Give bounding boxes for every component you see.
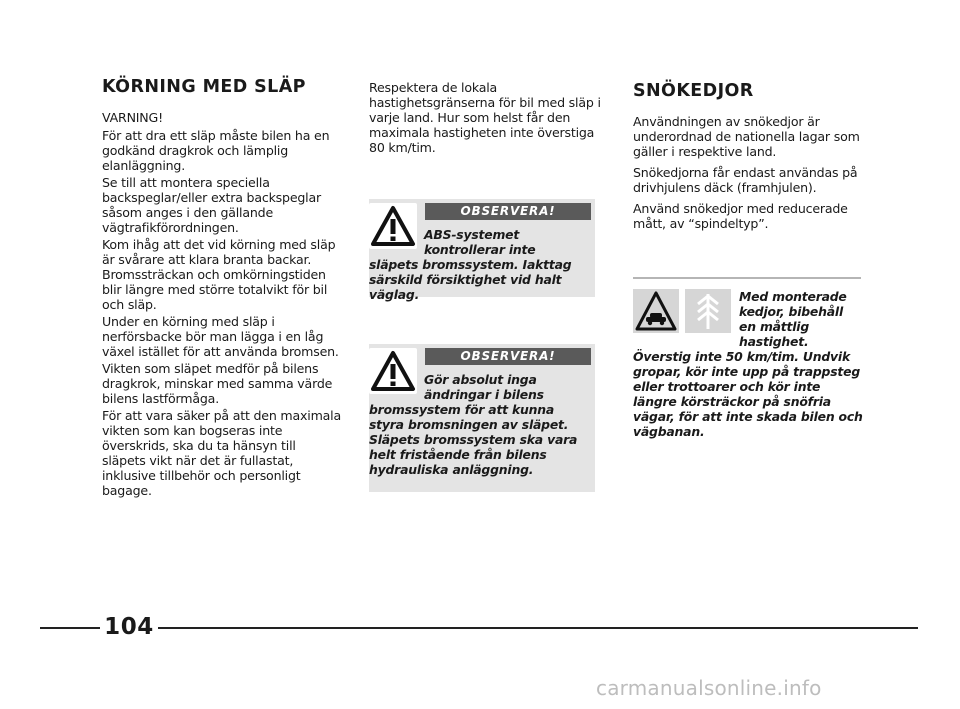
- warning-triangle-icon: [369, 348, 417, 394]
- watermark: carmanualsonline.info: [596, 676, 822, 700]
- paragraph: Vikten som släpet medför på bilens dragkrok, minskar med samma värde bilens lastförmåga.: [102, 361, 333, 406]
- section-towing: [102, 76, 342, 504]
- warning-box-brakes: [369, 344, 595, 492]
- paragraph: Kom ihåg att det vid körning med släp är svårare att klara branta backar. Bromssträckan och omkörningstiden blir längre med större totalvikt för bil och släp.: [102, 237, 336, 312]
- footer-rule: [158, 627, 918, 629]
- section-snow-chains: [633, 80, 868, 237]
- footer-rule: [40, 627, 100, 629]
- section-speed-limits: [369, 80, 601, 161]
- heading-snow-chains: SNÖKEDJOR: [633, 81, 754, 101]
- divider: [633, 277, 861, 279]
- paragraph: Använd snökedjor med reducerade mått, av “spindeltyp”.: [633, 201, 848, 231]
- snowflake-icon: [685, 289, 731, 333]
- warning-triangle-icon: [369, 203, 417, 249]
- paragraph: Under en körning med släp i nerförsbacke bör man lägga i en låg växel istället för att använda bromsen.: [102, 314, 339, 359]
- note-snow-chains: [633, 289, 863, 439]
- heading-towing: KÖRNING MED SLÄP: [102, 77, 306, 97]
- car-warning-icon: [633, 289, 679, 333]
- warning-header: OBSERVERA!: [425, 203, 591, 220]
- paragraph: Snökedjorna får endast användas på drivhjulens däck (framhjulen).: [633, 165, 858, 195]
- warning-text: Gör absolut inga ändringar i bilens bromssystem för att kunna styra bromsningen av släpet. Släpets bromssystem ska vara helt fristående från bilens hydrauliska anläggning.: [369, 372, 578, 477]
- note-text: Med monterade kedjor, bibehåll en måttlig hastighet. Överstig inte 50 km/tim. Undvik gropar, kör inte upp på trappsteg eller trottoarer och kör inte längre körsträckor på snöfria vägar, för att inte skada bilen och vägbanan.: [633, 289, 863, 439]
- paragraph: Användningen av snökedjor är underordnad de nationella lagar som gäller i respektive land.: [633, 114, 860, 159]
- warning-text: ABS-systemet kontrollerar inte släpets bromssystem. Iakttag särskild försiktighet vid halt väglag.: [369, 227, 572, 302]
- paragraph: För att vara säker på att den maximala vikten som kan bogseras inte överskrids, ska du ta hänsyn till släpets vikt när det är fullastat, inklusive tillbehör och personligt bagage.: [102, 408, 341, 498]
- paragraph: Se till att montera speciella backspeglar/eller extra backspeglar såsom anges i den gällande vägtrafikförordningen.: [102, 175, 321, 235]
- warning-header: OBSERVERA!: [425, 348, 591, 365]
- intro-paragraph: Respektera de lokala hastighetsgränserna för bil med släp i varje land. Hur som helst får den maximala hastigheten inte överstiga 80 km/tim.: [369, 80, 601, 155]
- page-number: 104: [104, 614, 154, 640]
- warning-box-abs: [369, 199, 595, 302]
- paragraph: För att dra ett släp måste bilen ha en godkänd dragkrok och lämplig elanläggning.: [102, 128, 330, 173]
- paragraph: VARNING!: [102, 110, 163, 125]
